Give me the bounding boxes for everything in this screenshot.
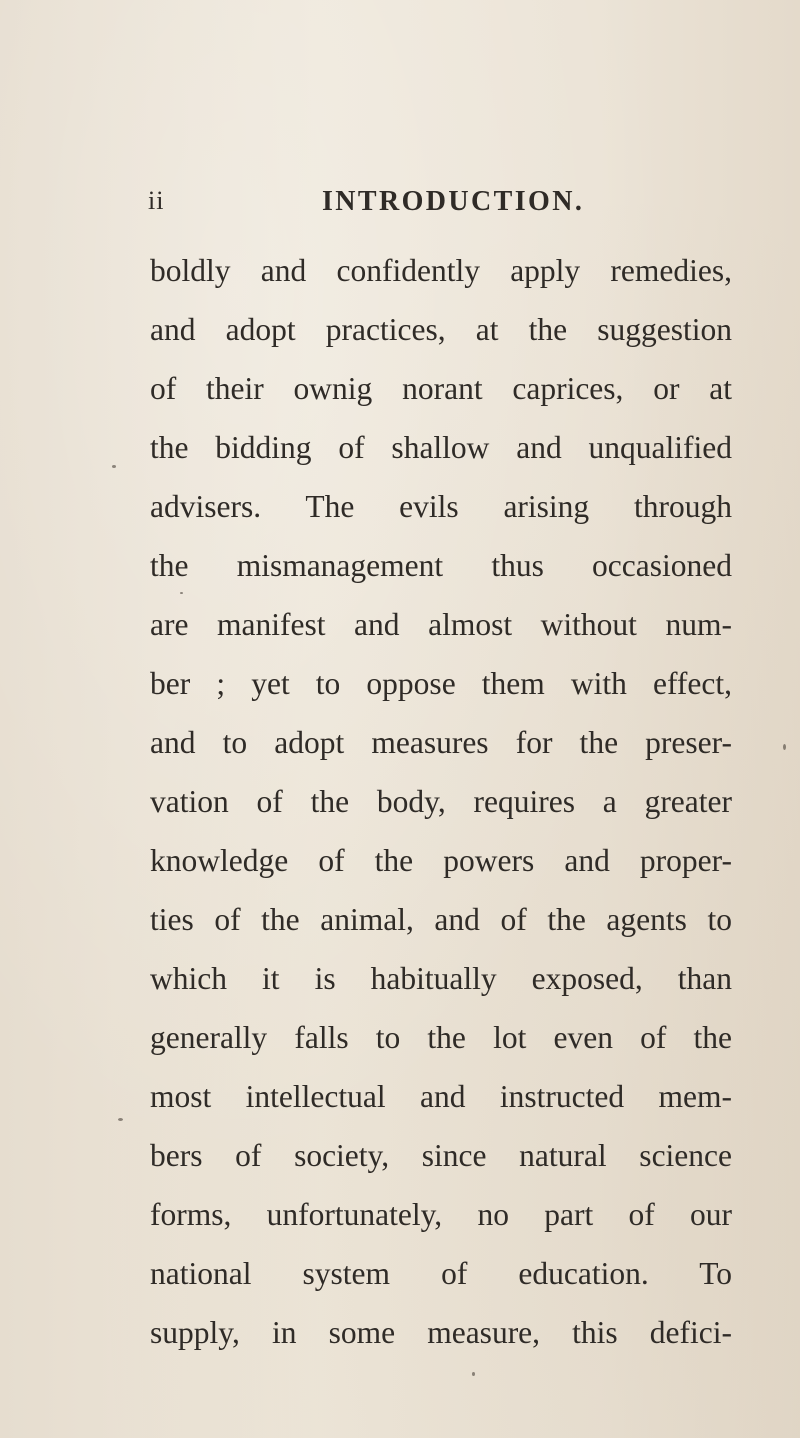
text-line: and adopt practices, at the suggestion xyxy=(150,312,732,347)
text-line: forms, unfortunately, no part of our xyxy=(150,1197,732,1232)
text-line: vation of the body, requires a greater xyxy=(150,784,732,819)
text-line: advisers. The evils arising through xyxy=(150,489,732,524)
paper-speck xyxy=(472,1372,475,1376)
text-line: most intellectual and instructed mem- xyxy=(150,1079,732,1114)
text-line: which it is habitually exposed, than xyxy=(150,961,732,996)
text-line: and to adopt measures for the preser- xyxy=(150,725,732,760)
text-line: the bidding of shallow and unqualified xyxy=(150,430,732,465)
paper-speck xyxy=(118,1118,123,1121)
paper-speck xyxy=(180,592,183,594)
paper-speck xyxy=(112,465,116,468)
page-header xyxy=(0,186,800,226)
text-line: generally falls to the lot even of the xyxy=(150,1020,732,1055)
text-line: national system of education. To xyxy=(150,1256,732,1291)
text-line: ties of the animal, and of the agents to xyxy=(150,902,732,937)
paper-speck xyxy=(783,744,786,750)
text-line: are manifest and almost without num- xyxy=(150,607,732,642)
text-line: ber ; yet to oppose them with effect, xyxy=(150,666,732,701)
text-line: supply, in some measure, this defici- xyxy=(150,1315,732,1350)
text-line: the mismanagement thus occasioned xyxy=(150,548,732,583)
body-text xyxy=(150,241,732,1362)
running-title: INTRODUCTION. xyxy=(322,186,585,217)
text-line: bers of society, since natural science xyxy=(150,1138,732,1173)
text-line: boldly and confidently apply remedies, xyxy=(150,253,732,288)
text-line: knowledge of the powers and proper- xyxy=(150,843,732,878)
page-number: ii xyxy=(148,186,165,215)
text-line: of their ownig norant caprices, or at xyxy=(150,371,732,406)
